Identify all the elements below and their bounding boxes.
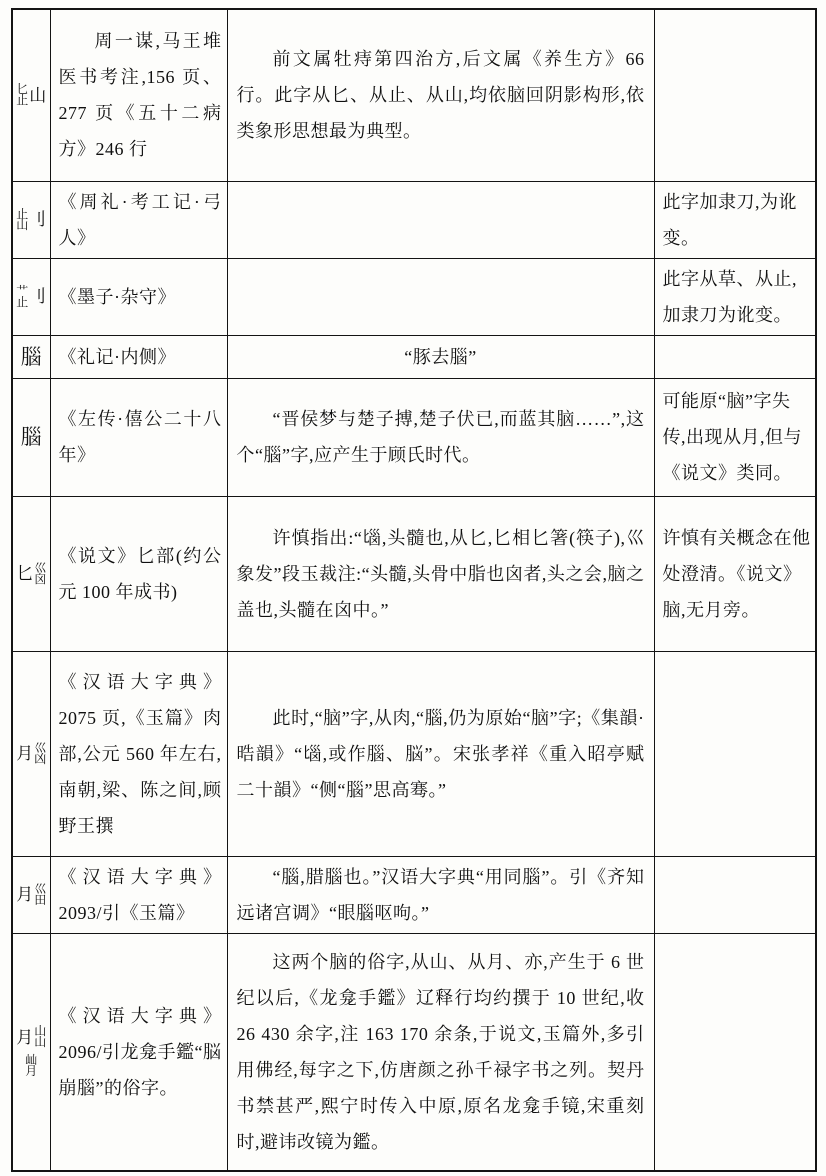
character-table-body xyxy=(12,9,816,1171)
source-text: 《周礼·考工记·弓人》 xyxy=(58,191,222,248)
description-cell xyxy=(227,9,654,181)
table-row xyxy=(12,651,816,856)
ancient-glyph: 止 山 刂 xyxy=(16,206,47,232)
description-cell xyxy=(227,651,654,856)
description-cell xyxy=(227,181,654,258)
description-text: 此时,“脑”字,从肉,“腦,仍为原始“脑”字;《集韻·晧韻》“匘,或作腦、脳”。宋张孝祥《重入昭亭赋二十韻》“侧“腦”思高骞。” xyxy=(236,707,645,800)
source-text: 《汉语大字典》2096/引龙龛手鑑“脳崩腦”的俗字。 xyxy=(58,1005,222,1098)
ancient-glyph: 腦 xyxy=(20,425,42,449)
note-cell xyxy=(654,933,816,1171)
source-text: 《左传·僖公二十八年》 xyxy=(58,409,222,465)
note-cell xyxy=(654,9,816,181)
description-text: “豚去腦” xyxy=(404,346,477,367)
character-table xyxy=(11,8,817,1172)
glyph-cell xyxy=(12,9,50,181)
table-row xyxy=(12,258,816,335)
note-text: 可能原“脑”字失传,出现从月,但与《说文》类同。 xyxy=(662,391,802,483)
ancient-glyph: 艹 止 刂 xyxy=(16,283,47,309)
description-cell xyxy=(227,258,654,335)
glyph-cell xyxy=(12,181,50,258)
source-cell xyxy=(50,933,227,1171)
note-cell xyxy=(654,856,816,933)
source-cell xyxy=(50,258,227,335)
table-row xyxy=(12,9,816,181)
glyph-cell xyxy=(12,933,50,1171)
note-cell xyxy=(654,378,816,496)
source-cell xyxy=(50,335,227,378)
table-row xyxy=(12,856,816,933)
table-row xyxy=(12,933,816,1171)
description-cell xyxy=(227,856,654,933)
ancient-glyph: 匕 巛 囟 xyxy=(16,560,47,586)
ancient-glyph: 月 巛 田 xyxy=(16,881,47,907)
note-cell xyxy=(654,181,816,258)
description-cell xyxy=(227,335,654,378)
table-row xyxy=(12,181,816,258)
description-text: “晋侯梦与楚子搏,楚子伏已,而蓝其脑……”,这个“腦”字,应产生于顾氏时代。 xyxy=(236,409,645,465)
note-cell xyxy=(654,496,816,651)
note-text: 许慎有关概念在他处澄清。《说文》脑,无月旁。 xyxy=(662,527,811,620)
description-cell xyxy=(227,496,654,651)
note-cell xyxy=(654,258,816,335)
source-cell xyxy=(50,496,227,651)
source-text: 《礼记·内侧》 xyxy=(58,346,176,367)
source-text: 《汉语大字典》2093/引《玉篇》 xyxy=(58,866,222,923)
ancient-glyph: 腦 xyxy=(20,344,42,369)
source-cell xyxy=(50,181,227,258)
source-cell xyxy=(50,856,227,933)
glyph-cell xyxy=(12,378,50,496)
glyph-cell xyxy=(12,651,50,856)
note-cell xyxy=(654,335,816,378)
note-cell xyxy=(654,651,816,856)
glyph-cell xyxy=(12,335,50,378)
source-text: 《汉语大字典》2075 页,《玉篇》肉部,公元 560 年左右,南朝,梁、陈之间,顾野王撰 xyxy=(58,671,222,836)
glyph-cell xyxy=(12,496,50,651)
source-cell xyxy=(50,378,227,496)
note-text: 此字从草、从止,加隶刀为讹变。 xyxy=(662,268,797,325)
glyph-cell xyxy=(12,856,50,933)
description-text: 这两个脑的俗字,从山、从月、亦,产生于 6 世纪以后,《龙龛手鑑》辽释行均约撰于 10 世纪,收 26 430 余字,注 163 170 余条,于说文,玉篇外,多引用佛经,每字之下,仿唐颜之孙千禄字书之列。契丹书禁甚严,熙宁时传入中原,原名龙龛手镜,宋重刻时,避讳改镜为鑑。 xyxy=(236,951,645,1152)
source-text: 周一谋,马王堆医书考注,156 页、277 页《五十二病方》246 行 xyxy=(58,31,222,160)
ancient-glyph: 匕 止 山 xyxy=(16,82,47,108)
description-cell xyxy=(227,933,654,1171)
table-row xyxy=(12,378,816,496)
table-row xyxy=(12,335,816,378)
ancient-glyph: 月 山 山 屾 月 xyxy=(16,1024,47,1079)
source-cell xyxy=(50,9,227,181)
source-text: 《墨子·杂守》 xyxy=(58,286,176,307)
ancient-glyph: 月 巛 凶 xyxy=(16,740,47,766)
description-text: “腦,腊腦也。”汉语大字典“用同腦”。引《齐知远诸宫调》“眼腦呕呴。” xyxy=(236,866,645,923)
description-cell xyxy=(227,378,654,496)
note-text: 此字加隶刀,为讹变。 xyxy=(662,191,797,248)
description-text: 前文属牡痔第四治方,后文属《养生方》66 行。此字从匕、从止、从山,均依脑回阴影构形,依类象形思想最为典型。 xyxy=(236,49,645,142)
source-cell xyxy=(50,651,227,856)
description-text: 许慎指出:“匘,头髓也,从匕,匕相匕箸(筷子),巛象发”段玉裁注:“头髓,头骨中脂也囟者,头之会,脑之盖也,头髓在囟中。” xyxy=(236,527,645,620)
glyph-cell xyxy=(12,258,50,335)
source-text: 《说文》匕部(约公元 100 年成书) xyxy=(58,545,222,602)
table-row xyxy=(12,496,816,651)
